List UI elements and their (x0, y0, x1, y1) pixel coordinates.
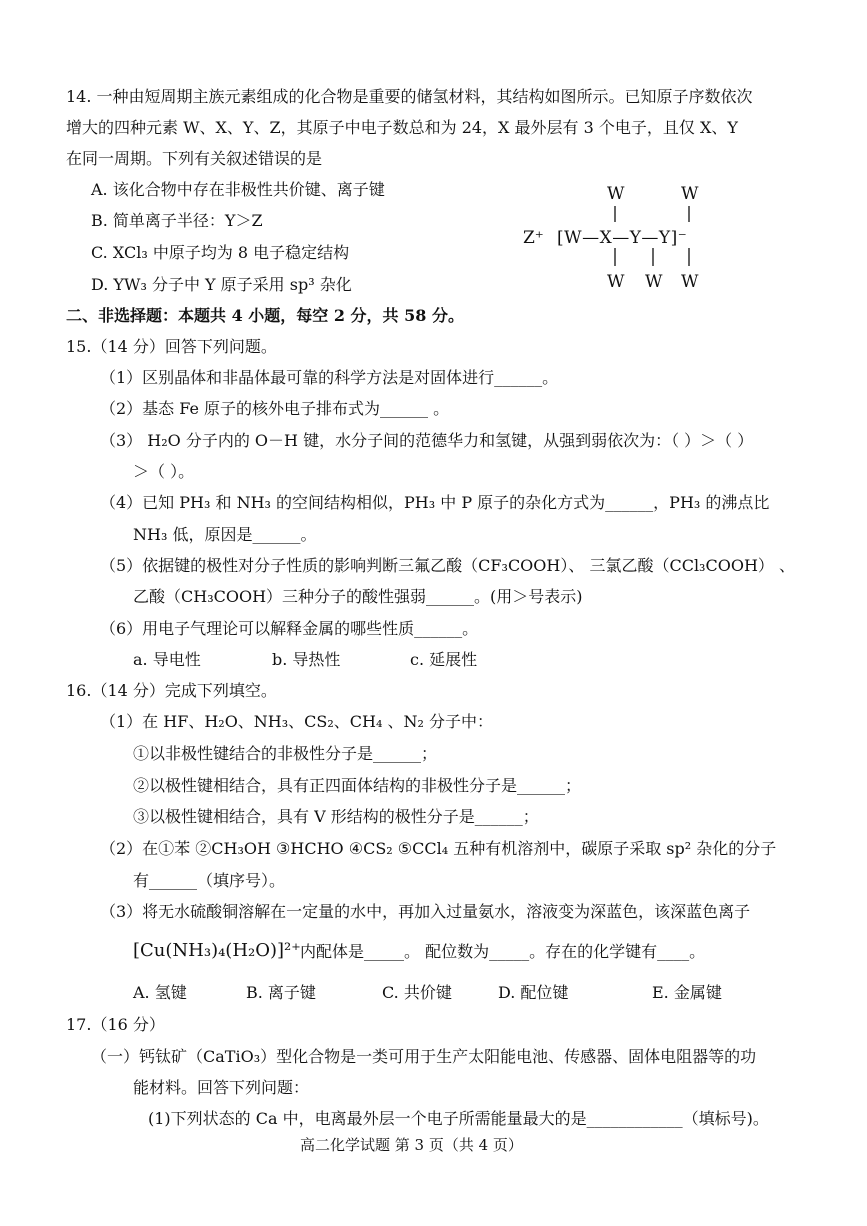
q16-title: 16.（14 分）完成下列填空。 (66, 681, 277, 700)
section-2-heading: 二、非选择题：本题共 4 小题，每空 2 分，共 58 分。 (66, 306, 464, 325)
q17-part1-line2: 能材料。回答下列问题： (133, 1078, 310, 1097)
q16-part2-line2: 有______（填序号）。 (133, 871, 286, 890)
q15-option-a: a. 导电性 (133, 650, 201, 669)
q14-structure-diagram (515, 180, 765, 300)
q16-option-a: A. 氢键 (133, 983, 187, 1002)
q15-part5-line1: （5）依据键的极性对分子性质的影响判断三氟乙酸（CF₃COOH）、 三氯乙酸（CCl₃COOH） 、 (100, 556, 795, 575)
struct-z-cation: Z⁺ (523, 228, 544, 248)
q15-part3-line2: ＞（ ）。 (133, 462, 195, 481)
q16-part2-line1: （2）在①苯 ②CH₃OH ③HCHO ④CS₂ ⑤CCl₄ 五种有机溶剂中，碳原子采取 sp² 杂化的分子 (100, 839, 777, 858)
q16-part3-line2: 内配体是_____。 配位数为_____。存在的化学键有____。 (300, 942, 706, 961)
struct-w-top-y2: W (681, 184, 699, 204)
q15-part2: （2）基态 Fe 原子的核外电子排布式为______ 。 (100, 399, 450, 418)
q15-part3-line1: （3） H₂O 分子内的 O－H 键，水分子间的范德华力和氢键，从强到弱依次为：（ ）＞（ ） (100, 431, 754, 450)
struct-w-bottom-x: W (607, 272, 625, 292)
q15-option-b: b. 导热性 (272, 650, 341, 669)
q14-line2: 增大的四种元素 W、X、Y、Z，其原子中电子数总和为 24，X 最外层有 3 个电子，且仅 X、Y (66, 118, 738, 137)
q16-option-e: E. 金属键 (652, 983, 722, 1002)
q16-option-c: C. 共价键 (382, 983, 452, 1002)
q15-part4-line1: （4）已知 PH₃ 和 NH₃ 的空间结构相似，PH₃ 中 P 原子的杂化方式为______，PH₃ 的沸点比 (100, 493, 770, 512)
q16-option-d: D. 配位键 (498, 983, 569, 1002)
page-footer: 高二化学试题 第 3 页（共 4 页） (300, 1136, 523, 1154)
q14-option-b: B. 简单离子半径：Y＞Z (91, 211, 263, 230)
q16-part1: （1）在 HF、H₂O、NH₃、CS₂、CH₄ 、N₂ 分子中： (100, 712, 493, 731)
q16-option-b: B. 离子键 (246, 983, 316, 1002)
q17-part1-line1: （一）钙钛矿（CaTiO₃）型化合物是一类可用于生产太阳能电池、传感器、固体电阻器等的功 (91, 1047, 757, 1066)
q14-option-d: D. YW₃ 分子中 Y 原子采用 sp³ 杂化 (91, 275, 352, 294)
struct-w-bottom-y2: W (681, 272, 699, 292)
q14-option-a: A. 该化合物中存在非极性共价键、离子键 (91, 180, 385, 199)
struct-w-top-x: W (607, 184, 625, 204)
struct-anion-chain: [W—X—Y—Y]⁻ (557, 228, 688, 248)
q16-complex-ion-formula: [Cu(NH₃)₄(H₂O)]²⁺ (133, 940, 301, 961)
q16-sub3: ③以极性键相结合，具有 V 形结构的极性分子是______； (133, 807, 539, 826)
q15-option-c: c. 延展性 (410, 650, 478, 669)
q16-sub1: ①以非极性键结合的非极性分子是______； (133, 744, 438, 763)
q15-title: 15.（14 分）回答下列问题。 (66, 337, 277, 356)
q14-line1: 14. 一种由短周期主族元素组成的化合物是重要的储氢材料，其结构如图所示。已知原子序数依次 (66, 87, 753, 106)
q15-part4-line2: NH₃ 低，原因是______。 (133, 525, 317, 544)
q17-sub1: (1)下列状态的 Ca 中，电离最外层一个电子所需能量最大的是____________（填标号)。 (148, 1109, 769, 1128)
q15-part6: （6）用电子气理论可以解释金属的哪些性质______。 (100, 619, 479, 638)
q17-title: 17.（16 分） (66, 1015, 165, 1034)
q14-option-c: C. XCl₃ 中原子均为 8 电子稳定结构 (91, 243, 350, 262)
q16-part3-line1: （3）将无水硫酸铜溶解在一定量的水中，再加入过量氨水，溶液变为深蓝色，该深蓝色离子 (100, 902, 751, 921)
q16-sub2: ②以极性键相结合，具有正四面体结构的非极性分子是______； (133, 776, 582, 795)
q14-line3: 在同一周期。下列有关叙述错误的是 (66, 149, 323, 168)
struct-w-bottom-y1: W (645, 272, 663, 292)
q15-part5-line2: 乙酸（CH₃COOH）三种分子的酸性强弱______。(用＞号表示) (133, 587, 583, 606)
q15-part1: （1）区别晶体和非晶体最可靠的科学方法是对固体进行______。 (100, 368, 559, 387)
